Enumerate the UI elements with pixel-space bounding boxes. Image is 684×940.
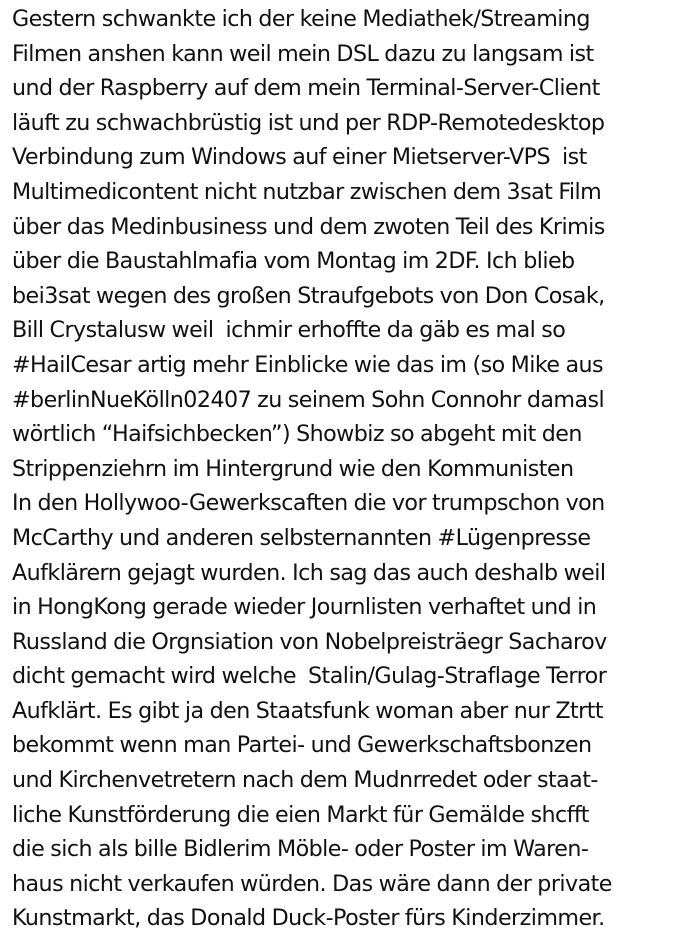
text-line: Verbindung zum Windows auf einer Mietserver-VPS ist (12, 144, 587, 171)
text-line: Aufklärern gejagt wurden. Ich sag das auch deshalb weil (12, 559, 606, 586)
text-line: und Kirchenvetretern nach dem Mudnrredet oder staat- (12, 767, 598, 794)
text-line: in HongKong gerade wieder Journlisten verhaftet und in (12, 594, 597, 621)
text-line: Filmen anshen kann weil mein DSL dazu zu langsam ist (12, 40, 594, 67)
text-line: Strippenziehrn im Hintergrund wie den Kommunisten (12, 455, 574, 482)
body-text (12, 2, 680, 936)
text-line: Russland die Orgnsiation von Nobelpreisträegr Sacharov (12, 628, 607, 655)
text-line: über das Medinbusiness und dem zwoten Teil des Krimis (12, 213, 605, 240)
text-line: Multimedicontent nicht nutzbar zwischen dem 3sat Film (12, 178, 602, 205)
text-line: #berlinNueKölln02407 zu seinem Sohn Connohr damasl (12, 386, 605, 413)
text-line: Bill Crystalusw weil ichmir erhoffte da gäb es mal so (12, 317, 566, 344)
text-line: Aufklärt. Es gibt ja den Staatsfunk woman aber nur Ztrtt (12, 697, 604, 724)
text-line: haus nicht verkaufen würden. Das wäre dann der private (12, 870, 612, 897)
text-line: läuft zu schwachbrüstig ist und per RDP-Remotedesktop (12, 109, 605, 136)
text-line: die sich als bille Bidlerim Möble- oder Poster im Waren- (12, 836, 589, 863)
text-line: Gestern schwankte ich der keine Mediathek/Streaming (12, 6, 590, 32)
text-line: über die Baustahlmafia vom Montag im 2DF. Ich blieb (12, 248, 575, 275)
text-line: In den Hollywoo-Gewerkscaften die vor trumpschon von (12, 490, 605, 517)
text-line: #HailCesar artig mehr Einblicke wie das im (so Mike aus (12, 351, 604, 378)
text-line: und der Raspberry auf dem mein Terminal-Server-Client (12, 75, 600, 102)
text-line: McCarthy und anderen selbsternannten #Lügenpresse (12, 524, 591, 551)
text-line: wörtlich “Haifsichbecken”) Showbiz so abgeht mit den (12, 421, 582, 448)
text-line: bei3sat wegen des großen Straufgebots von Don Cosak, (12, 282, 605, 309)
text-line: bekommt wenn man Partei- und Gewerkschaftsbonzen (12, 732, 592, 759)
text-line: Kunstmarkt, das Donald Duck-Poster fürs Kinderzimmer. (12, 905, 605, 932)
text-line: dicht gemacht wird welche Stalin/Gulag-Straflage Terror (12, 663, 607, 690)
text-line: liche Kunstförderung die eien Markt für Gemälde shcfft (12, 801, 589, 828)
